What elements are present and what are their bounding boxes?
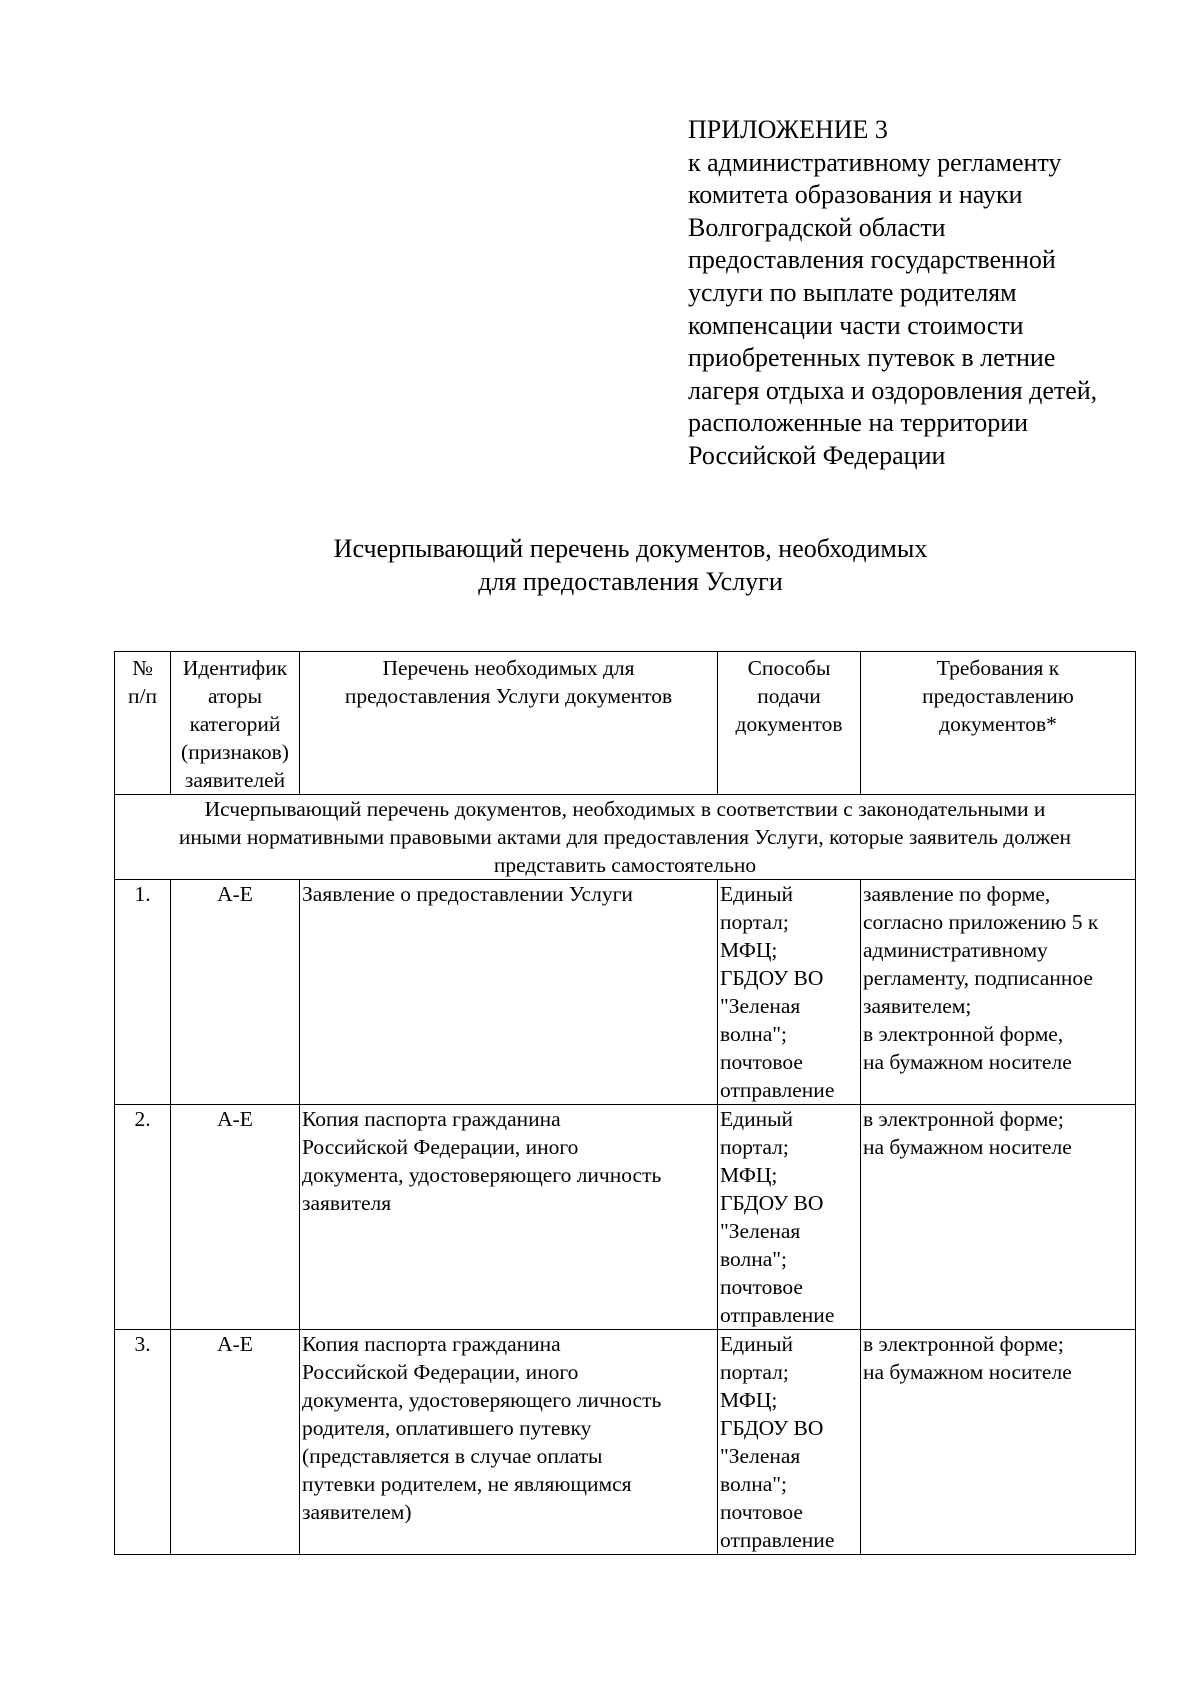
header-line: категорий [189, 712, 281, 736]
cell-line: "Зеленая [720, 994, 801, 1018]
row-requirements [861, 1330, 1136, 1555]
cell-line: Российской Федерации, иного [302, 1135, 579, 1159]
header-line: подачи [757, 684, 821, 708]
cell-line: на бумажном носителе [863, 1360, 1072, 1384]
row-document [300, 880, 718, 1105]
cell-line: портал; [720, 1135, 789, 1159]
header-line: (признаков) [181, 740, 289, 764]
cell-line: путевки родителем, не являющимся [302, 1472, 632, 1496]
cell-line: МФЦ; [720, 938, 778, 962]
header-line: Способы [747, 656, 831, 680]
cell-line: ГБДОУ ВО [720, 1191, 824, 1215]
cell-line: Копия паспорта гражданина [302, 1332, 561, 1356]
appendix-block [688, 114, 1158, 473]
cell-line: на бумажном носителе [863, 1135, 1072, 1159]
section-row [115, 795, 1136, 880]
row-number: 2. [115, 1105, 171, 1330]
cell-line: Единый [720, 1107, 794, 1131]
cell-line: ГБДОУ ВО [720, 966, 824, 990]
header-documents [300, 652, 718, 795]
cell-line: в электронной форме, [863, 1022, 1064, 1046]
header-line: № [132, 656, 153, 680]
appendix-line: комитета образования и науки [688, 180, 1023, 210]
appendix-line: услуги по выплате родителям [688, 277, 1017, 307]
table-row [115, 1105, 1136, 1330]
row-methods [718, 880, 861, 1105]
cell-line: волна"; [720, 1472, 787, 1496]
cell-line: "Зеленая [720, 1219, 801, 1243]
row-identifier: А-Е [171, 1105, 300, 1330]
appendix-line: Волгоградской области [688, 212, 946, 242]
cell-line: Копия паспорта гражданина [302, 1107, 561, 1131]
title-line: для предоставления Услуги [478, 567, 783, 596]
cell-line: почтовое [720, 1500, 803, 1524]
appendix-line: к административному регламенту [688, 147, 1062, 177]
cell-line: отправление [720, 1528, 835, 1552]
row-requirements [861, 1105, 1136, 1330]
row-number: 3. [115, 1330, 171, 1555]
section-line: иными нормативными правовыми актами для предоставления Услуги, которые заявитель должен [178, 825, 1072, 849]
cell-line: отправление [720, 1078, 835, 1102]
cell-line: в электронной форме; [863, 1332, 1064, 1356]
cell-line: административному [863, 938, 1048, 962]
table-header-row [115, 652, 1136, 795]
cell-line: Заявление о предоставлении Услуги [302, 882, 633, 906]
cell-line: портал; [720, 910, 789, 934]
cell-line: заявителя [302, 1191, 392, 1215]
header-methods [718, 652, 861, 795]
appendix-line: ПРИЛОЖЕНИЕ 3 [688, 115, 888, 144]
header-line: предоставлению [922, 684, 1074, 708]
cell-line: волна"; [720, 1247, 787, 1271]
header-line: документов [735, 712, 843, 736]
cell-line: почтовое [720, 1275, 803, 1299]
header-identifiers [171, 652, 300, 795]
appendix-line: приобретенных путевок в летние [688, 343, 1056, 373]
appendix-line: компенсации части стоимости [688, 310, 1024, 340]
header-num [115, 652, 171, 795]
header-requirements [861, 652, 1136, 795]
section-line: Исчерпывающий перечень документов, необходимых в соответствии с законодательными и [204, 797, 1046, 821]
row-document [300, 1105, 718, 1330]
header-line: Идентифик [182, 656, 288, 680]
document-title [120, 532, 1141, 598]
title-line: Исчерпывающий перечень документов, необходимых [333, 534, 928, 563]
section-line: представить самостоятельно [493, 853, 757, 877]
cell-line: "Зеленая [720, 1444, 801, 1468]
cell-line: в электронной форме; [863, 1107, 1064, 1131]
cell-line: портал; [720, 1360, 789, 1384]
section-caption [115, 795, 1136, 880]
row-document [300, 1330, 718, 1555]
cell-line: согласно приложению 5 к [863, 910, 1099, 934]
row-number: 1. [115, 880, 171, 1105]
cell-line: на бумажном носителе [863, 1050, 1072, 1074]
cell-line: документа, удостоверяющего личность [302, 1388, 662, 1412]
cell-line: регламенту, подписанное [863, 966, 1093, 990]
row-methods [718, 1330, 861, 1555]
cell-line: документа, удостоверяющего личность [302, 1163, 662, 1187]
header-line: аторы [207, 684, 263, 708]
row-identifier: А-Е [171, 1330, 300, 1555]
cell-line: Российской Федерации, иного [302, 1360, 579, 1384]
documents-table [114, 651, 1136, 1555]
appendix-line: Российской Федерации [688, 440, 946, 470]
row-identifier: А-Е [171, 880, 300, 1105]
cell-line: заявителем) [302, 1500, 412, 1524]
header-line: Перечень необходимых для [382, 656, 635, 680]
row-requirements [861, 880, 1136, 1105]
cell-line: заявителем; [863, 994, 972, 1018]
table-row [115, 1330, 1136, 1555]
cell-line: Единый [720, 1332, 794, 1356]
table-row [115, 880, 1136, 1105]
cell-line: Единый [720, 882, 794, 906]
header-line: п/п [128, 684, 157, 708]
header-line: Требования к [936, 656, 1060, 680]
appendix-line: расположенные на территории [688, 408, 1029, 438]
cell-line: ГБДОУ ВО [720, 1416, 824, 1440]
cell-line: волна"; [720, 1022, 787, 1046]
cell-line: почтовое [720, 1050, 803, 1074]
header-line: предоставления Услуги документов [344, 684, 673, 708]
cell-line: родителя, оплатившего путевку [302, 1416, 592, 1440]
cell-line: заявление по форме, [863, 882, 1051, 906]
appendix-line: лагеря отдыха и оздоровления детей, [688, 375, 1098, 405]
cell-line: МФЦ; [720, 1163, 778, 1187]
header-line: заявителей [184, 768, 286, 792]
row-methods [718, 1105, 861, 1330]
cell-line: (представляется в случае оплаты [302, 1444, 603, 1468]
cell-line: отправление [720, 1303, 835, 1327]
appendix-line: предоставления государственной [688, 245, 1056, 275]
cell-line: МФЦ; [720, 1388, 778, 1412]
header-line: документов* [939, 712, 1057, 736]
